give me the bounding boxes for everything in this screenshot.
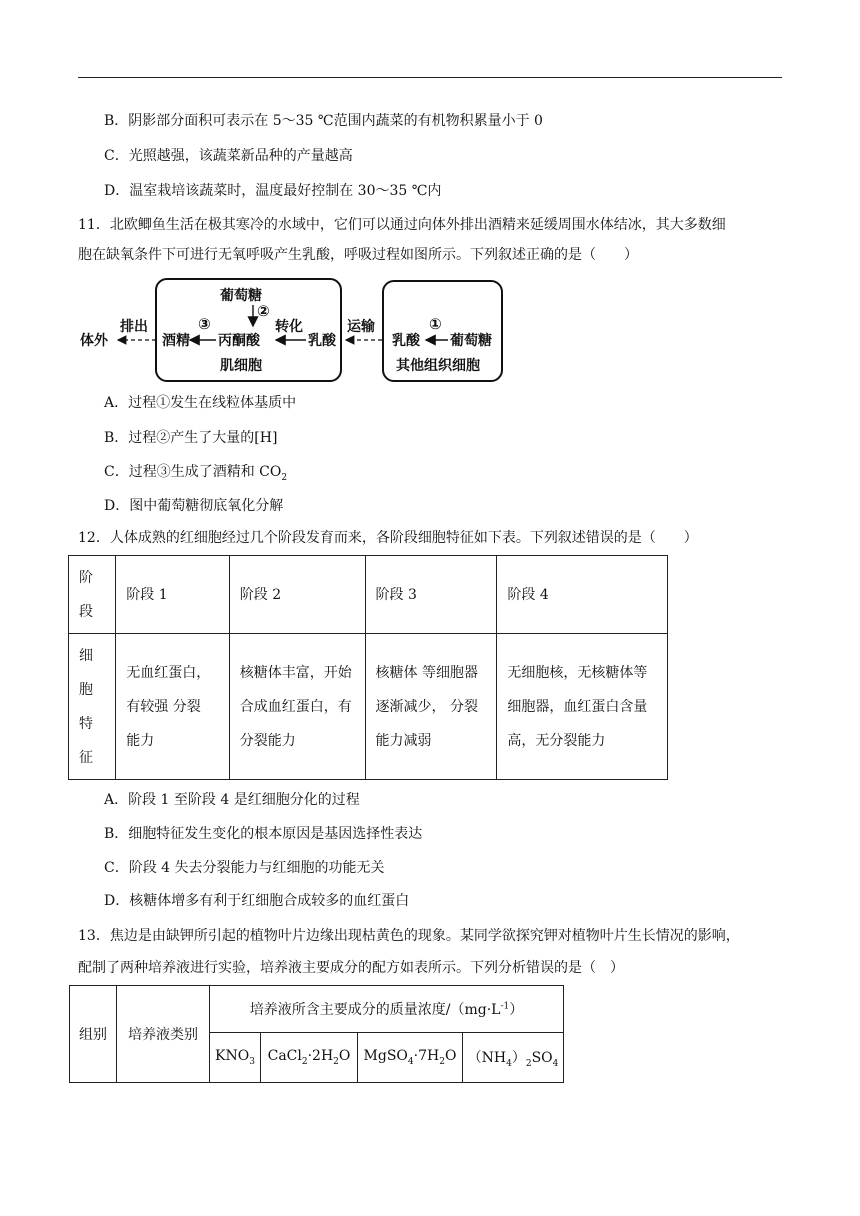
label-excrete: 排出 xyxy=(120,319,148,335)
q10-option-b: B．阴影部分面积可表示在 5～35 ℃范围内蔬菜的有机物积累量小于 0 xyxy=(104,113,543,129)
q11-option-b: B．过程②产生了大量的[H] xyxy=(104,430,278,446)
table-cell: 阶段 4 xyxy=(497,556,668,634)
q13-table xyxy=(69,985,564,1083)
label-other-cells: 其他组织细胞 xyxy=(396,358,480,374)
table-cell: 细 胞 特 征 xyxy=(69,634,116,780)
table-cell: $MgSO_4\cdot 7H_2O$ xyxy=(358,1033,463,1083)
label-convert: 转化 xyxy=(275,319,303,335)
label-lactate-other: 乳酸 xyxy=(392,333,420,349)
label-muscle-cell: 肌细胞 xyxy=(220,358,262,374)
q12-option-d: D．核糖体增多有利于红细胞合成较多的血红蛋白 xyxy=(104,893,410,909)
table-cell: 培养液所含主要成分的质量浓度$/(mg\cdot L^{-1})$ xyxy=(210,986,564,1033)
table-cell: 培养液类别 xyxy=(117,986,210,1083)
table-cell: 阶段 2 xyxy=(229,556,365,634)
respiration-diagram xyxy=(80,278,520,384)
table-cell: 组别 xyxy=(70,986,117,1083)
q12-table xyxy=(68,555,668,780)
label-transport: 运输 xyxy=(347,319,375,335)
table-cell: 无细胞核，无核糖体等 细胞器，血红蛋白含量 高，无分裂能力 xyxy=(497,634,668,780)
q13-stem-line2: 配制了两种培养液进行实验，培养液主要成分的配方如表所示。下列分析错误的是（ ） xyxy=(78,960,624,976)
q12-stem: 12．人体成熟的红细胞经过几个阶段发育而来，各阶段细胞特征如下表。下列叙述错误的是（ ） xyxy=(78,530,698,546)
label-glucose-right: 葡萄糖 xyxy=(450,333,492,349)
table-cell: 核糖体 等细胞器 逐渐减少， 分裂 能力减弱 xyxy=(365,634,497,780)
table-row xyxy=(70,986,564,1033)
table-cell: 核糖体丰富，开始 合成血红蛋白，有 分裂能力 xyxy=(229,634,365,780)
label-lactate-muscle: 乳酸 xyxy=(308,333,336,349)
table-row xyxy=(69,634,668,780)
q11-stem-line1: 11．北欧鲫鱼生活在极其寒冷的水域中，它们可以通过向体外排出酒精来延缓周围水体结冰，其大多数细 xyxy=(78,217,726,233)
q10-option-c: C．光照越强，该蔬菜新品种的产量越高 xyxy=(104,148,353,164)
q10-option-d: D．温室栽培该蔬菜时，温度最好控制在 30～35 ℃内 xyxy=(104,183,442,199)
table-cell: 阶 段 xyxy=(69,556,116,634)
header-rule xyxy=(78,77,782,78)
label-alcohol: 酒精 xyxy=(162,333,190,349)
q11-option-a: A．过程①发生在线粒体基质中 xyxy=(104,395,297,411)
label-step1: ① xyxy=(429,315,442,333)
label-glucose-top: 葡萄糖 xyxy=(220,288,262,304)
table-cell: 阶段 1 xyxy=(116,556,230,634)
table-cell: $KNO_3$ xyxy=(210,1033,261,1083)
table-cell: $CaCl_2\cdot 2H_2O$ xyxy=(261,1033,358,1083)
label-pyruvate: 丙酮酸 xyxy=(218,333,260,349)
table-row xyxy=(69,556,668,634)
q11-option-c: C．过程③生成了酒精和 $CO_2$ xyxy=(104,464,288,483)
table-cell: $(NH_4)_2SO_4$ xyxy=(463,1033,564,1083)
label-step3: ③ xyxy=(198,315,211,333)
label-outside: 体外 xyxy=(80,333,108,349)
q12-option-a: A．阶段 1 至阶段 4 是红细胞分化的过程 xyxy=(104,792,360,808)
q12-option-b: B．细胞特征发生变化的根本原因是基因选择性表达 xyxy=(104,826,423,842)
table-cell: 无血红蛋白， 有较强 分裂 能力 xyxy=(116,634,230,780)
q12-option-c: C．阶段 4 失去分裂能力与红细胞的功能无关 xyxy=(104,860,385,876)
label-step2: ② xyxy=(257,302,270,320)
q11-option-d: D．图中葡萄糖彻底氧化分解 xyxy=(104,498,284,514)
q11-stem-line2: 胞在缺氧条件下可进行无氧呼吸产生乳酸，呼吸过程如图所示。下列叙述正确的是（ ） xyxy=(78,247,638,263)
table-cell: 阶段 3 xyxy=(365,556,497,634)
q13-stem-line1: 13．焦边是由缺钾所引起的植物叶片边缘出现枯黄色的现象。某同学欲探究钾对植物叶片生长情况的影响， xyxy=(78,928,740,944)
